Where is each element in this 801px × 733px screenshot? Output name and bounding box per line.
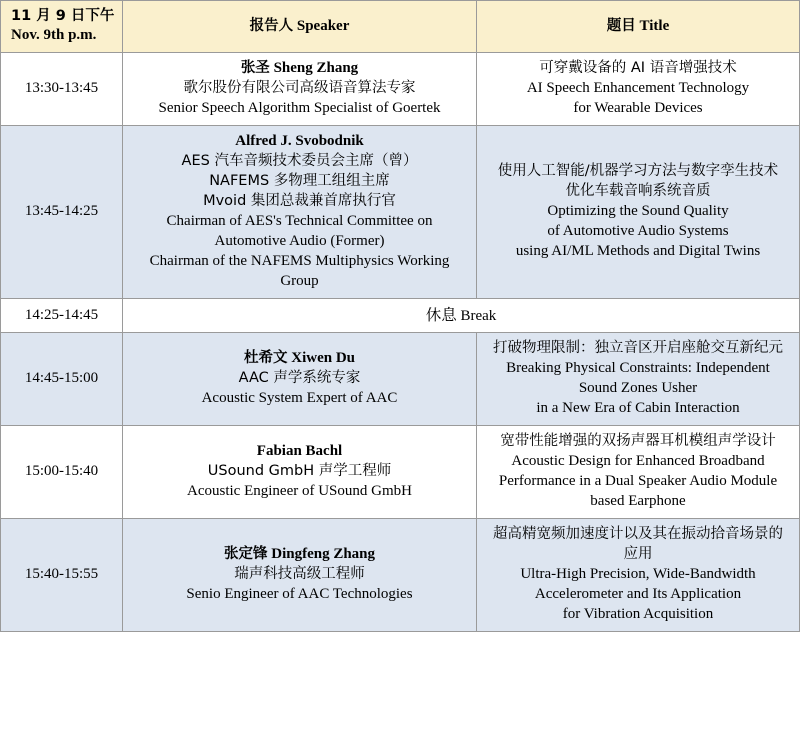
row-speaker-line-en: Alfred J. Svobodnik [235, 133, 364, 150]
row-speaker-line [131, 252, 468, 272]
row-speaker-line [131, 59, 468, 79]
row-speaker-line [131, 545, 468, 565]
row-speaker-line-en: Xiwen Du [287, 350, 355, 367]
row-speaker-line-cn: 瑞声科技高级工程师 [234, 565, 365, 582]
break-label-cn: 休息 [425, 305, 457, 324]
header-speaker-cn: 报告人 [249, 17, 294, 34]
row-speaker-line [131, 99, 468, 119]
row-title-line [485, 492, 791, 512]
header-title-en: Title [639, 17, 670, 34]
row-speaker-line-en: Acoustic System Expert of AAC [201, 390, 398, 407]
row-speaker-line-en: Fabian Bachl [256, 443, 343, 460]
header-date-cn: 11 月 9 日下午 [11, 8, 115, 24]
row-speaker-line [131, 585, 468, 605]
row-speaker-line [131, 565, 468, 585]
row-title-line-en: Optimizing the Sound Quality [547, 202, 729, 219]
row-speaker-line [131, 462, 468, 482]
row-time: 14:45-15:00 [1, 333, 123, 426]
table-row [1, 426, 800, 519]
row-title-line-cn: 可穿戴设备的 AI 语音增强技术 [539, 60, 737, 77]
header-speaker-cell [123, 1, 477, 53]
row-title [477, 126, 800, 299]
row-title-line [485, 472, 791, 492]
row-title-line-en: Accelerometer and Its Application [534, 585, 742, 602]
row-title-line [485, 359, 791, 379]
row-title-line-en: Ultra-High Precision, Wide-Bandwidth [520, 565, 756, 582]
table-row [1, 53, 800, 126]
row-title-line [485, 585, 791, 605]
row-title-line-en: AI Speech Enhancement Technology [526, 80, 750, 97]
row-title-line-cn: 使用人工智能/机器学习方法与数字孪生技术 [497, 162, 779, 179]
header-title-cell [477, 1, 800, 53]
row-title-line [485, 59, 791, 79]
row-speaker [123, 333, 477, 426]
header-title-cn: 题目 [606, 17, 636, 34]
row-title-line [485, 452, 791, 472]
table-row [1, 518, 800, 631]
row-title [477, 53, 800, 126]
row-title-line-en: for Wearable Devices [573, 100, 703, 117]
row-speaker [123, 53, 477, 126]
row-title-line [485, 242, 791, 262]
row-speaker-line [131, 152, 468, 172]
row-speaker-line-cn: 张定锋 [223, 545, 268, 562]
row-title-line [485, 162, 791, 182]
row-time: 13:30-13:45 [1, 53, 123, 126]
row-title-line-en: Breaking Physical Constraints: Independent [506, 360, 770, 377]
row-speaker-line-cn: 张圣 [240, 60, 270, 77]
row-speaker-line-cn: USound GmbH 声学工程师 [207, 463, 392, 480]
row-title [477, 426, 800, 519]
row-speaker-line-en: Sheng Zhang [269, 60, 359, 77]
row-speaker [123, 518, 477, 631]
row-speaker-line-en: Senio Engineer of AAC Technologies [186, 585, 413, 602]
row-speaker-line-cn: AES 汽车音频技术委员会主席（曾） [181, 152, 418, 169]
row-speaker-line-cn: 歌尔股份有限公司高级语音算法专家 [183, 80, 416, 97]
row-speaker-line [131, 272, 468, 292]
row-title-line [485, 339, 791, 359]
row-speaker-line-cn: AAC 声学系统专家 [238, 370, 361, 387]
row-speaker-line-en: Chairman of the NAFEMS Multiphysics Working [149, 252, 450, 269]
row-title-line [485, 399, 791, 419]
row-title-line [485, 605, 791, 625]
row-speaker [123, 426, 477, 519]
row-title-line [485, 432, 791, 452]
row-title-line-en: in a New Era of Cabin Interaction [536, 400, 740, 417]
row-title-line [485, 182, 791, 202]
row-title-line-cn: 打破物理限制：独立音区开启座舱交互新纪元 [493, 340, 783, 357]
table-row [1, 298, 800, 333]
table-row [1, 333, 800, 426]
row-title-line-en: based Earphone [590, 493, 686, 510]
row-title-line-en: using AI/ML Methods and Digital Twins [515, 242, 761, 259]
table-row [1, 126, 800, 299]
row-speaker [123, 126, 477, 299]
row-speaker-line [131, 132, 468, 152]
row-speaker-line-en: Group [280, 272, 319, 289]
row-speaker-line-en: Acoustic Engineer of USound GmbH [187, 483, 412, 500]
row-speaker-line [131, 442, 468, 462]
row-speaker-line-cn: 杜希文 [243, 350, 288, 367]
row-speaker-line-en: Chairman of AES's Technical Committee on [166, 212, 433, 229]
row-title-line [485, 202, 791, 222]
row-title-line-en: Sound Zones Usher [578, 380, 698, 397]
row-speaker-line-cn: NAFEMS 多物理工组组主席 [209, 172, 390, 189]
row-speaker-line-en: Automotive Audio (Former) [214, 232, 385, 249]
row-title-line-cn: 超高精宽频加速度计以及其在振动拾音场景的 [493, 525, 783, 542]
row-time: 15:00-15:40 [1, 426, 123, 519]
row-speaker-line-en: Dingfeng Zhang [267, 545, 376, 562]
row-time: 13:45-14:25 [1, 126, 123, 299]
row-title-line [485, 545, 791, 565]
row-speaker-line [131, 192, 468, 212]
header-date-cell [1, 1, 123, 53]
row-title [477, 518, 800, 631]
row-speaker-line [131, 349, 468, 369]
row-title-line-en: of Automotive Audio Systems [547, 222, 729, 239]
row-time: 14:25-14:45 [1, 298, 123, 333]
break-label-en: Break [456, 307, 497, 324]
row-speaker-line-cn: Mvoid 集团总裁兼首席执行官 [203, 192, 396, 209]
header-speaker-en: Speaker [296, 17, 350, 34]
row-speaker-line [131, 79, 468, 99]
row-title-line [485, 79, 791, 99]
row-speaker-line [131, 482, 468, 502]
row-title-line-cn: 应用 [623, 545, 653, 562]
row-speaker-line [131, 389, 468, 409]
row-title-line [485, 379, 791, 399]
row-title-line [485, 565, 791, 585]
row-title-line [485, 222, 791, 242]
row-time: 15:40-15:55 [1, 518, 123, 631]
row-speaker-line [131, 172, 468, 192]
row-title-line-en: Performance in a Dual Speaker Audio Module [498, 473, 778, 490]
table-header-row [1, 1, 800, 53]
row-speaker-line [131, 212, 468, 232]
row-title-line [485, 525, 791, 545]
row-title-line-cn: 优化车载音响系统音质 [565, 182, 711, 199]
row-title-line [485, 99, 791, 119]
row-break [123, 298, 800, 333]
header-date-en: Nov. 9th p.m. [11, 27, 97, 44]
row-title-line-en: for Vibration Acquisition [562, 605, 714, 622]
row-title-line-cn: 宽带性能增强的双扬声器耳机模组声学设计 [500, 433, 776, 450]
schedule-body [1, 53, 800, 631]
row-title-line-en: Acoustic Design for Enhanced Broadband [511, 453, 765, 470]
row-speaker-line-en: Senior Speech Algorithm Specialist of Goertek [158, 100, 441, 117]
row-title [477, 333, 800, 426]
row-speaker-line [131, 369, 468, 389]
row-speaker-line [131, 232, 468, 252]
